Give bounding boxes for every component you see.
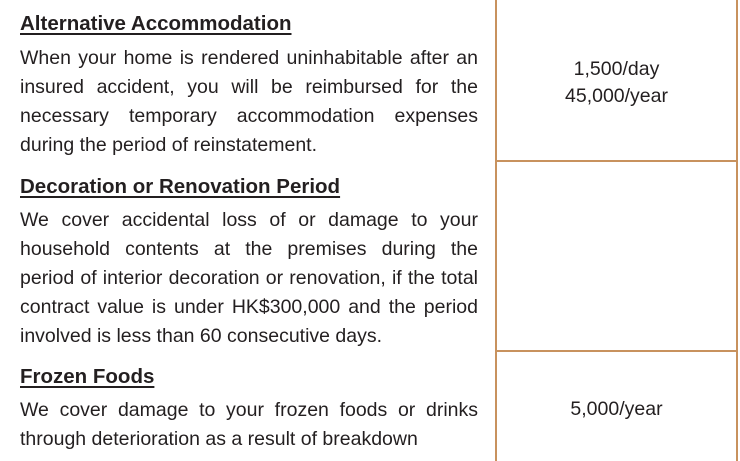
coverage-amount bbox=[497, 56, 736, 110]
coverage-amount bbox=[497, 396, 736, 423]
coverage-title: Alternative Accommodation bbox=[20, 12, 292, 35]
amount-per-year: 45,000/year bbox=[565, 85, 668, 107]
coverage-description: We cover damage to your frozen foods or drinks through deterioration as a result of breakdown bbox=[20, 399, 478, 450]
row-divider bbox=[497, 350, 738, 352]
coverage-description: We cover accidental loss of or damage to your household contents at the premises during the period of interior decoration or renovation, if the total contract value is under HK$300,000 and the period involved is less than 60 consecutive days. bbox=[20, 209, 478, 347]
coverage-title: Decoration or Renovation Period bbox=[20, 175, 341, 198]
table-right-border bbox=[736, 0, 738, 461]
amount-per-day: 1,500/day bbox=[573, 58, 660, 80]
coverage-description: When your home is rendered uninhabitable after an insured accident, you will be reimbursed for the necessary temporary accommodation expenses during the period of reinstatement. bbox=[20, 47, 478, 156]
amount-per-year: 5,000/year bbox=[570, 398, 663, 420]
coverage-title: Frozen Foods bbox=[20, 365, 155, 388]
row-divider bbox=[497, 160, 738, 162]
